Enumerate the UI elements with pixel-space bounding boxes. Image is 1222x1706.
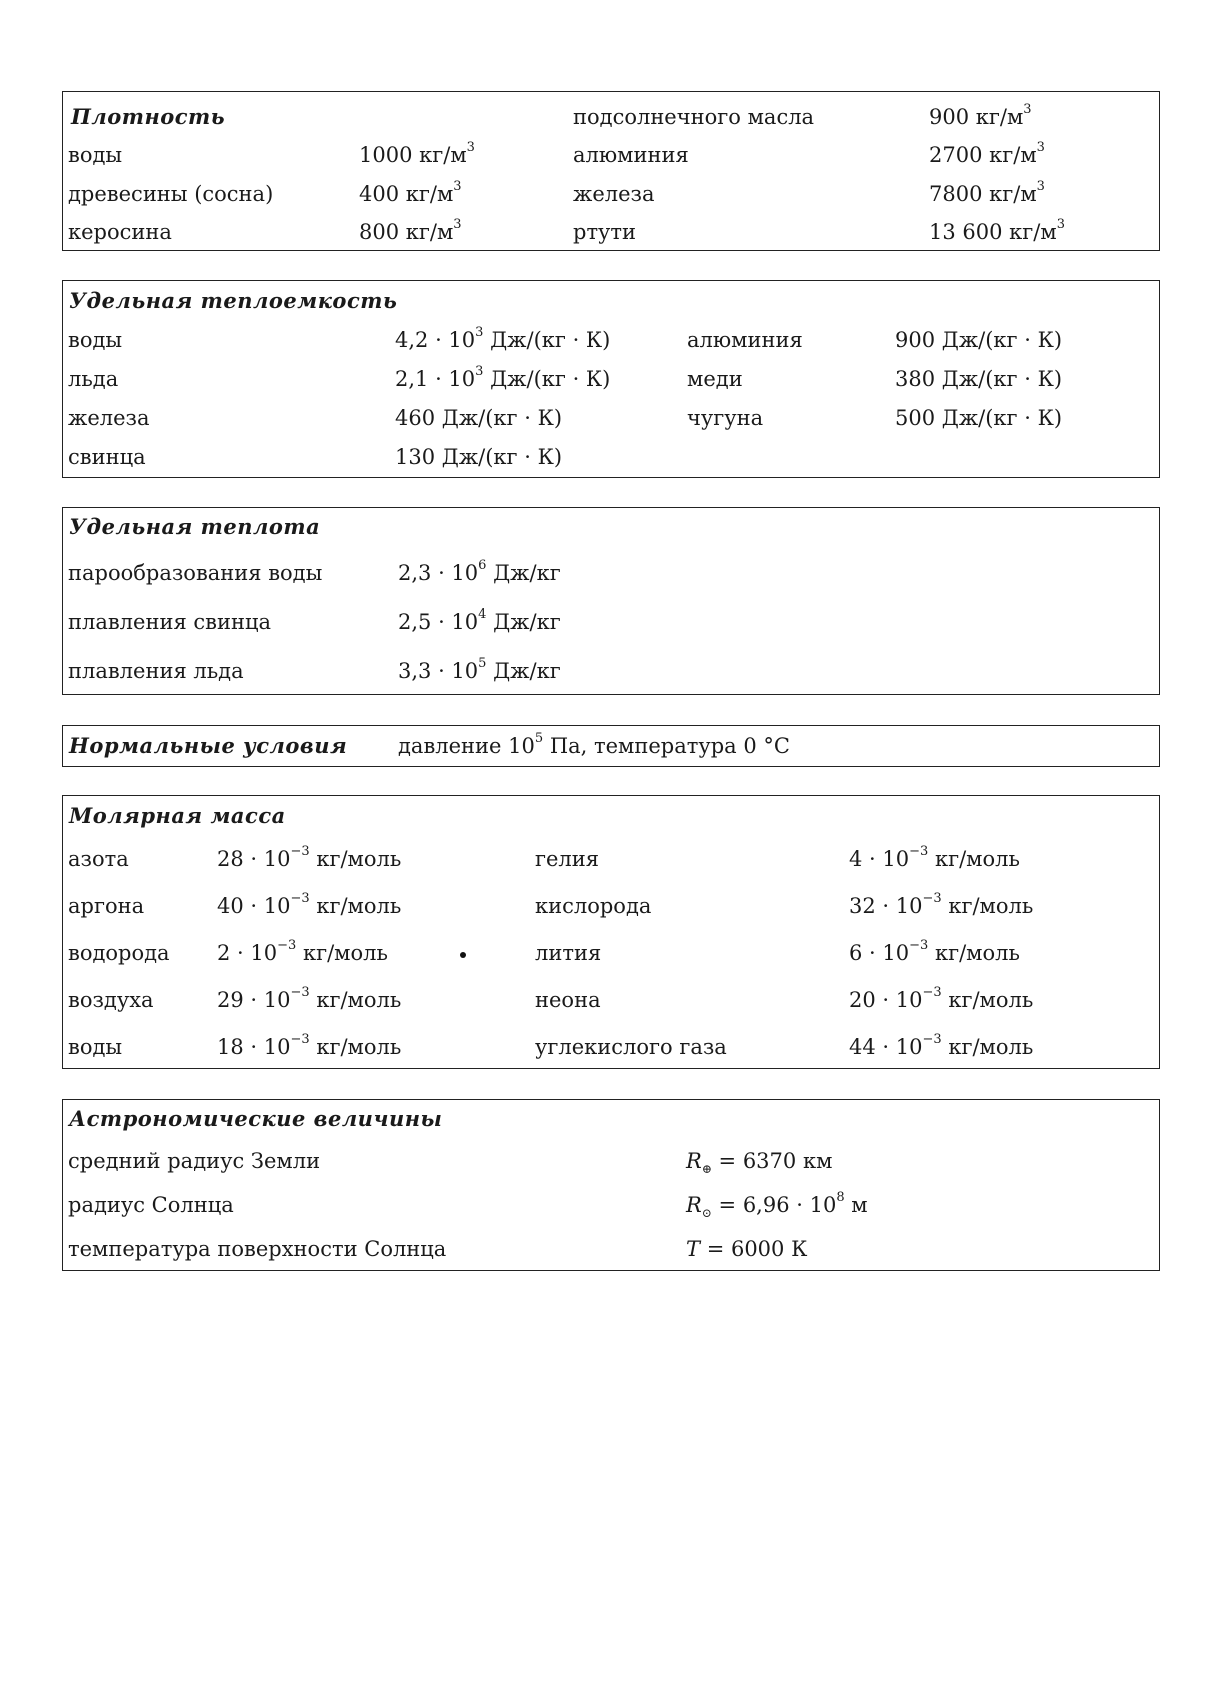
astronomy-title: Астрономические величины — [69, 1106, 443, 1131]
table-row — [63, 935, 1159, 971]
heat-capacity-value: 460 Дж/(кг · К) — [395, 406, 563, 430]
specific-heat-name: парообразования воды — [68, 561, 323, 585]
heat-capacity-title: Удельная теплоемкость — [69, 288, 398, 313]
table-row — [63, 888, 1159, 924]
density-value: 1000 $кг/м^3$ — [359, 140, 475, 167]
table-row — [63, 400, 1159, 436]
table-row — [63, 1143, 1159, 1179]
astronomy-value: $R_\oplus = 6370$ км — [686, 1149, 833, 1177]
molar-mass-name: гелия — [535, 847, 600, 871]
molar-mass-value: $2 \cdot 10^{-3}$ кг/моль — [217, 938, 388, 965]
table-row — [63, 176, 1159, 212]
molar-mass-name: неона — [535, 988, 601, 1012]
table-row — [63, 841, 1159, 877]
table-row — [63, 322, 1159, 358]
bullet-dot — [460, 952, 466, 958]
specific-heat-table — [62, 507, 1160, 695]
density-name: керосина — [68, 220, 172, 244]
molar-mass-table — [62, 795, 1160, 1069]
astronomy-row-title — [63, 1101, 1159, 1137]
specific-heat-title: Удельная теплота — [69, 514, 321, 539]
astronomy-value: T = 6000 К — [686, 1237, 808, 1261]
heat-capacity-value: 130 Дж/(кг · К) — [395, 445, 563, 469]
heat-capacity-name: воды — [68, 328, 123, 352]
molar-mass-name: аргона — [68, 894, 145, 918]
molar-mass-name: лития — [535, 941, 602, 965]
density-name: железа — [573, 182, 655, 206]
table-row — [63, 982, 1159, 1018]
molar-mass-value: $44 \cdot 10^{-3}$ кг/моль — [849, 1032, 1034, 1059]
specific-heat-row-title — [63, 509, 1159, 545]
specific-heat-name: плавления льда — [68, 659, 244, 683]
density-row-title — [63, 99, 1159, 135]
heat-capacity-row-title — [63, 283, 1159, 319]
heat-capacity-name: льда — [68, 367, 119, 391]
density-name: подсолнечного масла — [573, 105, 815, 129]
density-name: алюминия — [573, 143, 689, 167]
molar-mass-value: $40 \cdot 10^{-3}$ кг/моль — [217, 891, 402, 918]
heat-capacity-value: 380 Дж/(кг · К) — [895, 367, 1063, 391]
density-value: 2700 $кг/м^3$ — [929, 140, 1045, 167]
table-row — [63, 439, 1159, 475]
molar-mass-name: воздуха — [68, 988, 154, 1012]
density-value: 13 600 $кг/м^3$ — [929, 217, 1065, 244]
normal-conditions-row — [63, 728, 1159, 764]
heat-capacity-value: 500 Дж/(кг · К) — [895, 406, 1063, 430]
heat-capacity-name: свинца — [68, 445, 146, 469]
table-row — [63, 361, 1159, 397]
heat-capacity-value: 900 Дж/(кг · К) — [895, 328, 1063, 352]
table-row — [63, 1029, 1159, 1065]
density-name: воды — [68, 143, 123, 167]
table-row — [63, 137, 1159, 173]
astronomy-name: температура поверхности Солнца — [68, 1237, 447, 1261]
molar-mass-row-title — [63, 798, 1159, 834]
astronomy-name: средний радиус Земли — [68, 1149, 321, 1173]
table-row — [63, 555, 1159, 591]
heat-capacity-name: меди — [687, 367, 743, 391]
molar-mass-name: азота — [68, 847, 129, 871]
molar-mass-name: кислорода — [535, 894, 652, 918]
heat-capacity-name: железа — [68, 406, 150, 430]
density-name: древесины (сосна) — [68, 182, 274, 206]
density-name: ртути — [573, 220, 637, 244]
molar-mass-name: водорода — [68, 941, 170, 965]
molar-mass-title: Молярная масса — [69, 803, 286, 828]
normal-conditions-table — [62, 725, 1160, 767]
heat-capacity-value: $4,2 \cdot 10^3$ Дж/(кг · К) — [395, 325, 611, 352]
density-title: Плотность — [71, 104, 226, 129]
specific-heat-name: плавления свинца — [68, 610, 271, 634]
astronomy-value: $R_⊙ = 6,96 \cdot 10^8$ м — [686, 1190, 868, 1221]
molar-mass-value: $20 \cdot 10^{-3}$ кг/моль — [849, 985, 1034, 1012]
density-table — [62, 91, 1160, 251]
table-row — [63, 653, 1159, 689]
molar-mass-value: $4 \cdot 10^{-3}$ кг/моль — [849, 844, 1020, 871]
specific-heat-value: $3,3 \cdot 10^5$ Дж/кг — [398, 656, 561, 683]
molar-mass-value: $29 \cdot 10^{-3}$ кг/моль — [217, 985, 402, 1012]
density-value: 800 $кг/м^3$ — [359, 217, 462, 244]
molar-mass-value: $32 \cdot 10^{-3}$ кг/моль — [849, 891, 1034, 918]
heat-capacity-name: алюминия — [687, 328, 803, 352]
density-value: 400 $кг/м^3$ — [359, 179, 462, 206]
molar-mass-name: углекислого газа — [535, 1035, 727, 1059]
astronomy-name: радиус Солнца — [68, 1193, 234, 1217]
heat-capacity-value: $2,1 \cdot 10^3$ Дж/(кг · К) — [395, 364, 611, 391]
density-value: 7800 $кг/м^3$ — [929, 179, 1045, 206]
specific-heat-value: $2,3 \cdot 10^6$ Дж/кг — [398, 558, 561, 585]
heat-capacity-table — [62, 280, 1160, 478]
normal-conditions-title: Нормальные условия — [69, 733, 348, 758]
table-row — [63, 214, 1159, 250]
molar-mass-value: $28 \cdot 10^{-3}$ кг/моль — [217, 844, 402, 871]
molar-mass-value: $18 \cdot 10^{-3}$ кг/моль — [217, 1032, 402, 1059]
density-value: 900 $кг/м^3$ — [929, 102, 1032, 129]
normal-conditions-value: давление $10^5$ Па, температура 0 °С — [398, 731, 790, 758]
molar-mass-value: $6 \cdot 10^{-3}$ кг/моль — [849, 938, 1020, 965]
astronomy-table — [62, 1099, 1160, 1271]
table-row — [63, 1231, 1159, 1267]
table-row — [63, 1187, 1159, 1223]
molar-mass-name: воды — [68, 1035, 123, 1059]
specific-heat-value: $2,5 \cdot 10^4$ Дж/кг — [398, 607, 561, 634]
table-row — [63, 604, 1159, 640]
heat-capacity-name: чугуна — [687, 406, 764, 430]
